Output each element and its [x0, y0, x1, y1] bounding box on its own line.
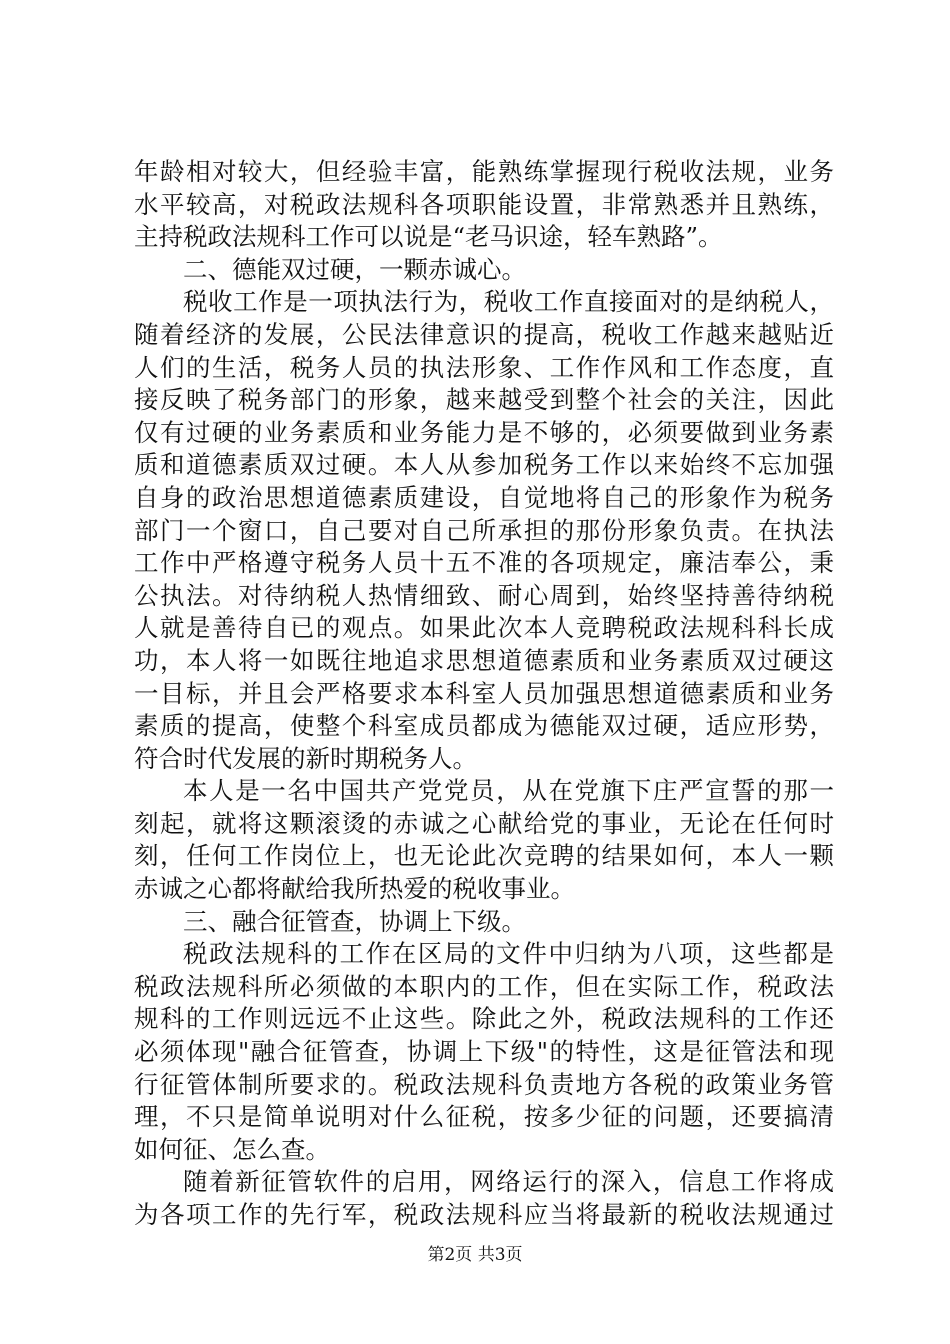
paragraph-line: 刻，任何工作岗位上，也无论此次竞聘的结果如何，本人一颗 [134, 841, 834, 871]
paragraph-line: 税收工作是一项执法行为，税收工作直接面对的是纳税人， [183, 287, 834, 317]
paragraph-line: 随着新征管软件的启用，网络运行的深入，信息工作将成 [183, 1167, 834, 1197]
page-number-footer: 第2页 共3页 [427, 1245, 523, 1265]
paragraph-line: 人们的生活，税务人员的执法形象、工作作风和工作态度，直 [134, 352, 834, 382]
paragraph-line: 自身的政治思想道德素质建设，自觉地将自己的形象作为税务 [134, 482, 834, 512]
paragraph [134, 1166, 834, 1231]
paragraph-line: 接反映了税务部门的形象，越来越受到整个社会的关注，因此 [134, 385, 834, 415]
paragraph-line: 仅有过硬的业务素质和业务能力是不够的，必须要做到业务素 [134, 417, 834, 447]
paragraph-line: 功，本人将一如既往地追求思想道德素质和业务素质双过硬这 [134, 645, 834, 675]
paragraph-line: 二、德能双过硬，一颗赤诚心。 [183, 254, 526, 284]
paragraph-line: 赤诚之心都将献给我所热爱的税收事业。 [134, 874, 575, 904]
paragraph [134, 254, 834, 287]
paragraph-line: 为各项工作的先行军，税政法规科应当将最新的税收法规通过 [134, 1200, 834, 1229]
paragraph-line: 水平较高，对税政法规科各项职能设置，非常熟悉并且熟练， [134, 189, 834, 219]
paragraph-line: 部门一个窗口，自己要对自己所承担的那份形象负责。在执法 [134, 515, 834, 545]
paragraph [134, 775, 834, 905]
paragraph-line: 如何征、怎么查。 [134, 1134, 330, 1164]
paragraph-line: 工作中严格遵守税务人员十五不准的各项规定，廉洁奉公，秉 [134, 548, 834, 578]
paragraph-line: 质和道德素质双过硬。本人从参加税务工作以来始终不忘加强 [134, 450, 834, 480]
paragraph-line: 年龄相对较大，但经验丰富，能熟练掌握现行税收法规，业务 [134, 157, 834, 186]
paragraph-line: 必须体现"融合征管查，协调上下级"的特性，这是征管法和现 [134, 1037, 834, 1067]
paragraph-line: 刻起，就将这颗滚烫的赤诚之心献给党的事业，无论在任何时 [134, 808, 834, 838]
paragraph-line: 公执法。对待纳税人热情细致、耐心周到，始终坚持善待纳税 [134, 580, 834, 610]
paragraph-line: 符合时代发展的新时期税务人。 [134, 743, 477, 773]
paragraph-line: 税政法规科所必须做的本职内的工作，但在实际工作，税政法 [134, 971, 834, 1001]
document-body [134, 156, 834, 1232]
paragraph [134, 156, 834, 254]
paragraph-line: 本人是一名中国共产党党员，从在党旗下庄严宣誓的那一 [183, 776, 834, 806]
paragraph-line: 行征管体制所要求的。税政法规科负责地方各税的政策业务管 [134, 1069, 834, 1099]
paragraph-line: 随着经济的发展，公民法律意识的提高，税收工作越来越贴近 [134, 319, 834, 349]
paragraph-line: 税政法规科的工作在区局的文件中归纳为八项，这些都是 [183, 939, 834, 969]
paragraph-line: 规科的工作则远远不止这些。除此之外，税政法规科的工作还 [134, 1004, 834, 1034]
paragraph-line: 理，不只是简单说明对什么征税，按多少征的问题，还要搞清 [134, 1102, 834, 1132]
paragraph-line: 一目标，并且会严格要求本科室人员加强思想道德素质和业务 [134, 678, 834, 708]
paragraph-line: 三、融合征管查，协调上下级。 [183, 906, 526, 936]
paragraph-line: 主持税政法规科工作可以说是“老马识途，轻车熟路”。 [134, 222, 723, 252]
paragraph [134, 286, 834, 775]
paragraph-line: 素质的提高，使整个科室成员都成为德能双过硬，适应形势， [134, 711, 834, 741]
paragraph [134, 906, 834, 939]
paragraph [134, 938, 834, 1166]
paragraph-line: 人就是善待自已的观点。如果此次本人竞聘税政法规科科长成 [134, 613, 834, 643]
